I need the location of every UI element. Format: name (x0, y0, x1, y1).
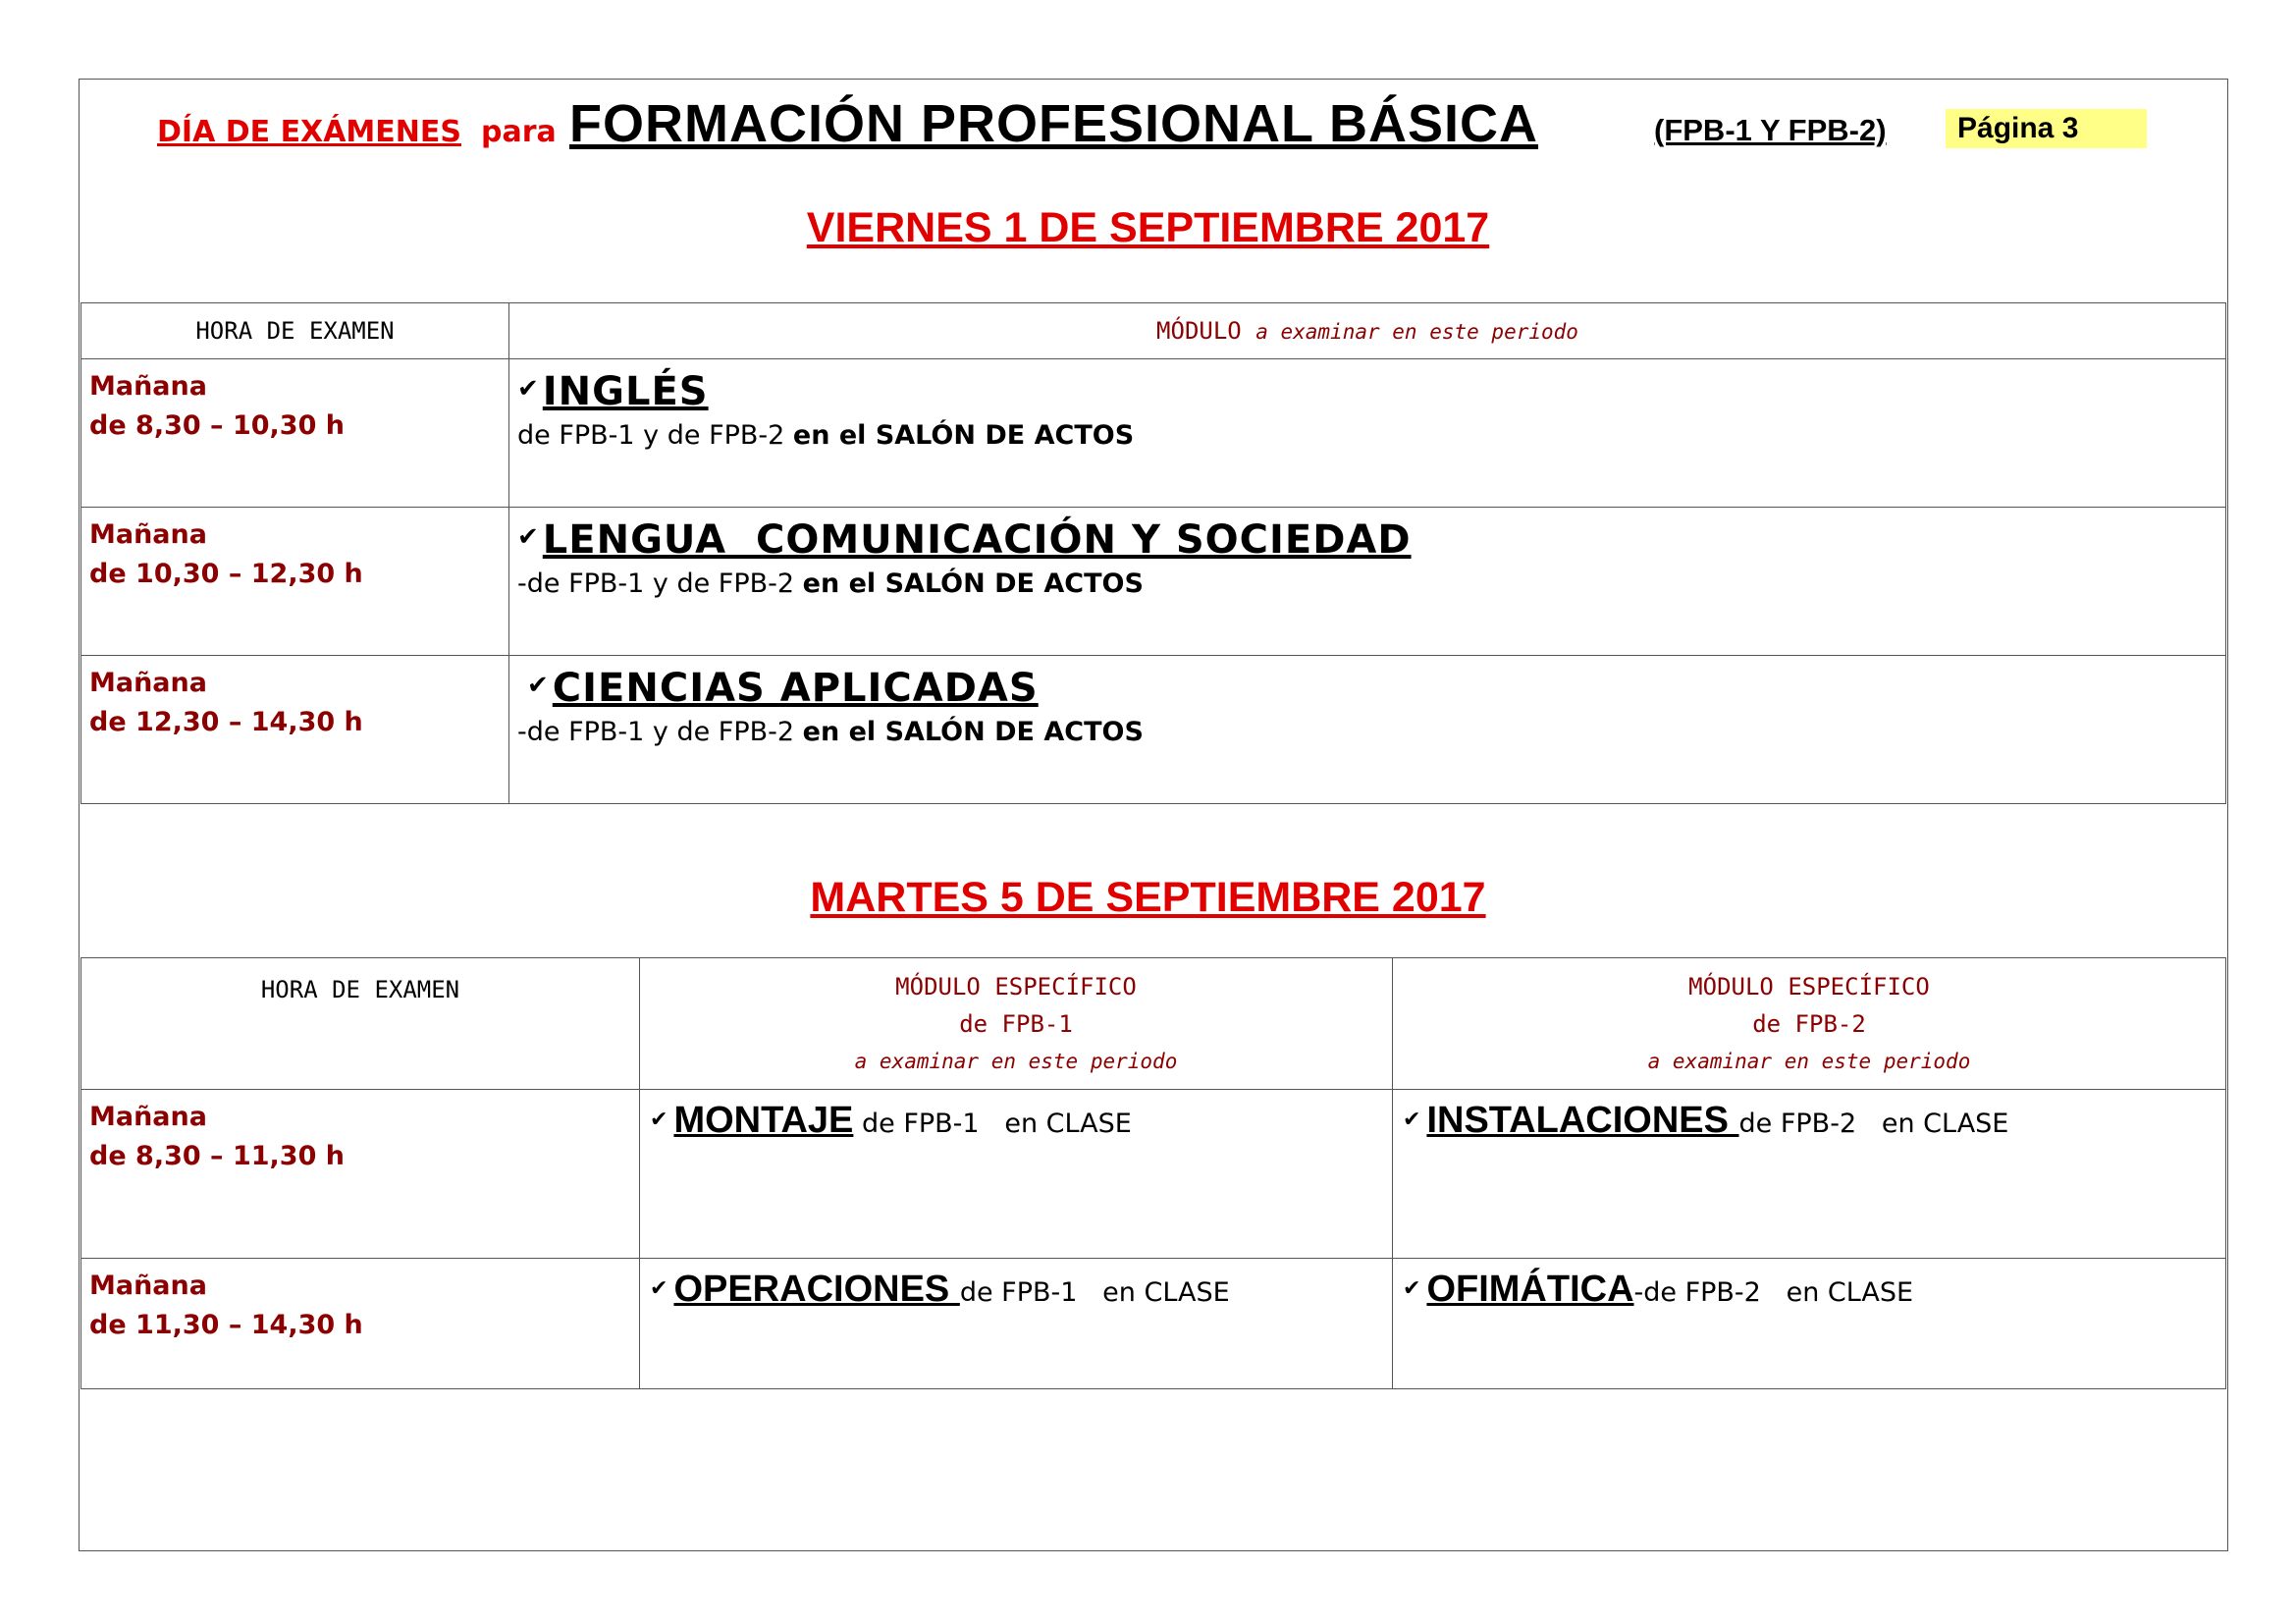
time-range: de 12,30 – 14,30 h (89, 707, 363, 737)
day1-title-text: VIERNES 1 DE SEPTIEMBRE 2017 (806, 204, 1490, 251)
day1-title (0, 204, 2296, 252)
module-detail (517, 568, 2225, 599)
col-header-module-rest: a examinar en este periodo (1255, 320, 1578, 344)
module-name: CIENCIAS APLICADAS (552, 666, 1039, 711)
module-detail (517, 717, 2225, 747)
checkmark-icon: ✔ (527, 671, 549, 700)
module-detail: de FPB-1 en CLASE (959, 1277, 1230, 1308)
col-header-fpb1-line2: de FPB-1 (959, 1010, 1073, 1038)
time-label: Mañana (89, 519, 207, 550)
time-cell (81, 1090, 640, 1259)
time-label: Mañana (89, 668, 207, 698)
document-header (0, 93, 2296, 162)
module-name: OFIMÁTICA (1426, 1269, 1634, 1310)
document-title: FORMACIÓN PROFESIONAL BÁSICA (569, 94, 1539, 153)
time-range: de 10,30 – 12,30 h (89, 559, 363, 589)
col-header-fpb2 (1393, 958, 2226, 1090)
day2-title-text: MARTES 5 DE SEPTIEMBRE 2017 (810, 874, 1486, 921)
col-header-fpb1 (640, 958, 1393, 1090)
col-header-time (81, 958, 640, 1090)
module-name: LENGUA COMUNICACIÓN Y SOCIEDAD (542, 517, 1412, 563)
checkmark-icon: ✔ (517, 374, 539, 404)
module-detail (517, 420, 2225, 451)
module-cell (509, 359, 2226, 508)
time-range: de 8,30 – 10,30 h (89, 410, 345, 441)
col-header-fpb1-line1: MÓDULO ESPECÍFICO (895, 973, 1137, 1001)
time-label: Mañana (89, 1271, 207, 1301)
module-detail-plain: de FPB-1 y de FPB-2 (517, 420, 785, 451)
col-header-fpb2-line3: a examinar en este periodo (1647, 1050, 1971, 1073)
time-label: Mañana (89, 1102, 207, 1132)
col-header-time-text: HORA DE EXAMEN (260, 976, 460, 1003)
module-detail-location: en el SALÓN DE ACTOS (802, 568, 1144, 599)
document-subtitle: (FPB-1 Y FPB-2) (1654, 113, 1887, 147)
table-header-row (81, 303, 2226, 359)
module-detail-location: en el SALÓN DE ACTOS (802, 717, 1144, 747)
fpb1-module-cell (640, 1259, 1393, 1389)
checkmark-icon: ✔ (1403, 1108, 1421, 1132)
col-header-fpb2-line2: de FPB-2 (1752, 1010, 1866, 1038)
time-cell (81, 508, 509, 656)
table-row (81, 359, 2226, 508)
module-detail-plain: -de FPB-1 y de FPB-2 (517, 717, 795, 747)
page-number-badge: Página 3 (1946, 109, 2147, 148)
table-row (81, 656, 2226, 804)
checkmark-icon: ✔ (650, 1276, 668, 1301)
module-name: MONTAJE (673, 1100, 854, 1141)
table-row (81, 1259, 2226, 1389)
table-header-row (81, 958, 2226, 1090)
col-header-time-text: HORA DE EXAMEN (195, 317, 395, 345)
col-header-time (81, 303, 509, 359)
module-name: INSTALACIONES (1426, 1100, 1739, 1141)
table-row (81, 1090, 2226, 1259)
time-cell (81, 656, 509, 804)
fpb2-module-cell (1393, 1259, 2226, 1389)
para-label: para (481, 115, 557, 149)
module-cell (509, 508, 2226, 656)
day1-schedule-table (80, 302, 2226, 804)
day2-schedule-table (80, 957, 2226, 1389)
module-detail: -de FPB-2 en CLASE (1633, 1277, 1914, 1308)
fpb1-module-cell (640, 1090, 1393, 1259)
col-header-fpb1-line3: a examinar en este periodo (854, 1050, 1178, 1073)
module-detail-location: en el SALÓN DE ACTOS (792, 420, 1135, 451)
checkmark-icon: ✔ (517, 522, 539, 552)
table-row (81, 508, 2226, 656)
day2-title (0, 874, 2296, 922)
time-cell (81, 1259, 640, 1389)
time-range: de 8,30 – 11,30 h (89, 1141, 345, 1171)
time-label: Mañana (89, 371, 207, 402)
col-header-fpb2-line1: MÓDULO ESPECÍFICO (1688, 973, 1930, 1001)
module-detail-plain: -de FPB-1 y de FPB-2 (517, 568, 795, 599)
module-name: OPERACIONES (673, 1269, 960, 1310)
fpb2-module-cell (1393, 1090, 2226, 1259)
col-header-module (509, 303, 2226, 359)
time-cell (81, 359, 509, 508)
checkmark-icon: ✔ (1403, 1276, 1421, 1301)
module-detail: de FPB-2 en CLASE (1738, 1109, 2009, 1139)
exam-day-label: DÍA DE EXÁMENES (157, 115, 461, 149)
col-header-module-main: MÓDULO (1156, 317, 1242, 345)
module-detail: de FPB-1 en CLASE (862, 1109, 1132, 1139)
module-cell (509, 656, 2226, 804)
module-name: INGLÉS (542, 369, 709, 414)
checkmark-icon: ✔ (650, 1108, 668, 1132)
time-range: de 11,30 – 14,30 h (89, 1310, 363, 1340)
